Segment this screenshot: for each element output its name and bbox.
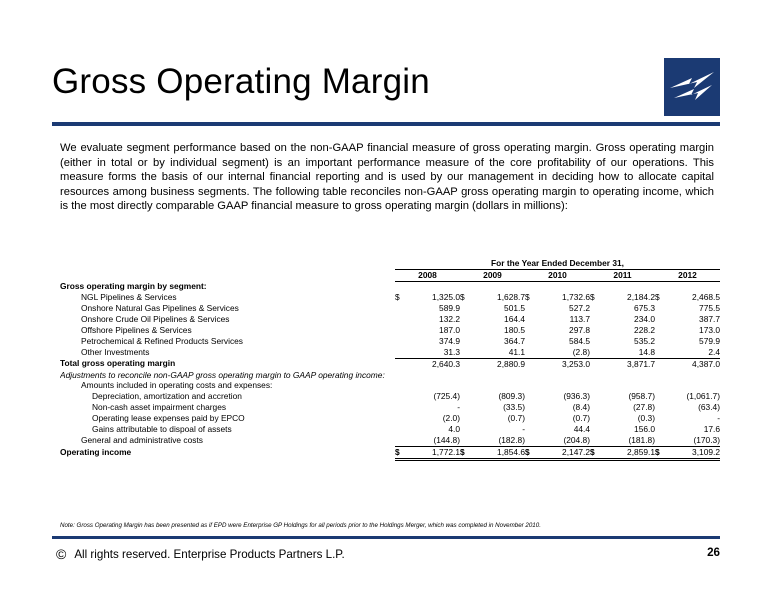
table-cell: 364.7 [504,335,525,346]
dollar-sign: $ [590,292,595,303]
dollar-sign: $ [655,292,660,303]
table-cell: 31.3 [407,347,460,358]
table-cell: (936.3) [563,391,590,402]
table-cell: - [522,424,525,435]
table-cell: 775.5 [699,303,720,314]
dollar-sign [395,391,407,402]
copyright-icon: © [56,546,67,562]
table-cell [472,370,525,381]
table-cell: (8.4) [572,402,590,413]
table-cell: 2,147.2 [537,446,590,459]
dollar-sign [460,380,472,391]
dollar-sign [395,424,407,435]
dollar-sign [525,325,537,336]
dollar-sign [395,370,407,381]
period-header: For the Year Ended December 31, [395,258,720,269]
table-cell: 3,109.2 [667,446,720,459]
table-cell: (181.8) [602,435,655,446]
dollar-sign [460,402,472,413]
dollar-sign [525,314,537,325]
dollar-sign [655,402,667,413]
table-cell: (27.8) [633,402,655,413]
dollar-sign [590,413,602,424]
table-row [60,281,720,292]
table-cell: 3,253.0 [562,358,590,369]
table-cell [407,370,460,381]
dollar-sign [590,380,602,391]
table-cell: (725.4) [433,391,460,402]
dollar-sign [590,325,602,336]
dollar-sign [525,413,537,424]
dollar-sign [525,435,537,446]
dollar-sign [655,303,667,314]
table-cell: 164.4 [504,314,525,325]
table-cell: 2,184.2 [627,292,655,303]
dollar-sign [655,370,667,381]
table-cell: 584.5 [569,335,590,346]
dollar-sign [590,336,602,347]
table-row [60,391,720,402]
table-cell: 3,871.7 [627,358,655,369]
table-row [60,303,720,314]
table-row [60,314,720,325]
dollar-sign [655,347,667,358]
row-label: Non-cash asset impairment charges [92,402,227,413]
enterprise-logo-icon [664,58,720,116]
table-cell: 187.0 [439,324,460,335]
table-cell: (809.3) [498,391,525,402]
year-header: 2011 [590,269,655,281]
table-cell: 501.5 [504,303,525,314]
dollar-sign: $ [655,446,667,459]
table-cell: 180.5 [504,324,525,335]
dollar-sign: $ [395,446,407,459]
table-row [60,370,720,381]
year-header: 2012 [655,269,720,281]
dollar-sign [590,391,602,402]
table-cell [602,281,655,292]
dollar-sign [460,281,472,292]
dollar-sign [525,303,537,314]
table-row [60,446,720,459]
table-row [60,413,720,424]
table-row [60,435,720,446]
table-cell: (0.3) [637,413,655,424]
table-cell: - [457,402,460,413]
table-cell: 156.0 [634,424,655,435]
table-cell [537,380,590,391]
year-header: 2010 [525,269,590,281]
dollar-sign [590,402,602,413]
table-cell [537,370,590,381]
dollar-sign [655,380,667,391]
dollar-sign [460,424,472,435]
gross-margin-table [60,258,720,461]
row-label: NGL Pipelines & Services [81,292,177,303]
dollar-sign [525,347,537,358]
row-label: Gross operating margin by segment: [60,281,207,292]
table-cell [472,380,525,391]
table-cell [407,380,460,391]
table-cell [472,281,525,292]
footer-text: All rights reserved. Enterprise Products Partners L.P. [74,548,345,561]
row-label: Amounts included in operating costs and expenses: [81,380,273,391]
table-cell: 589.9 [439,303,460,314]
table-cell: 535.2 [634,335,655,346]
dollar-sign [590,424,602,435]
dollar-sign [460,336,472,347]
dollar-sign [655,424,667,435]
table-cell [537,281,590,292]
dollar-sign [395,303,407,314]
dollar-sign [460,325,472,336]
table-cell: 234.0 [634,314,655,325]
dollar-sign [590,358,602,369]
year-header: 2009 [460,269,525,281]
table-row [60,325,720,336]
table-cell: (2.8) [537,347,590,358]
dollar-sign [395,325,407,336]
table-cell: 4.0 [448,424,460,435]
table-row [60,292,720,303]
dollar-sign [655,391,667,402]
table-cell: (204.8) [537,435,590,446]
table-cell: (0.7) [507,413,525,424]
table-cell [602,370,655,381]
table-cell: 374.9 [439,335,460,346]
table-cell: - [717,413,720,424]
table-row [60,347,720,358]
table-cell: 4,387.0 [692,358,720,369]
dollar-sign: $ [460,446,472,459]
row-label: Operating income [60,447,132,458]
table-row [60,402,720,413]
row-label: General and administrative costs [81,435,203,446]
table-cell: (1,061.7) [686,391,720,402]
table-cell: 1,772.1 [407,446,460,459]
dollar-sign [395,358,407,369]
row-label: Depreciation, amortization and accretion [92,391,242,402]
table-row [60,424,720,435]
table-cell: 2,859.1 [602,446,655,459]
table-cell: 2,468.5 [692,292,720,303]
table-cell [602,380,655,391]
table-cell: 228.2 [634,324,655,335]
table-cell: 44.4 [573,424,590,435]
year-header: 2008 [395,269,460,281]
table-cell [667,370,720,381]
table-cell: (958.7) [628,391,655,402]
dollar-sign [655,281,667,292]
table-row [60,380,720,391]
intro-paragraph: We evaluate segment performance based on the non-GAAP financial measure of gross operating margin. Gross operating margin (either in total or by individual segment) is an important performance measure of the core profitability of our operations. This measure forms the basis of our internal financial reporting and is used by our management in deciding how to allocate capital resources among business segments. The following table reconciles non-GAAP gross operating margin to operating income, which is the most directly comparable GAAP financial measure to gross operating margin (dollars in millions): [60,142,714,213]
table-cell: 113.7 [569,314,590,325]
dollar-sign [525,281,537,292]
table-cell: 2,640.3 [432,358,460,369]
dollar-sign [395,314,407,325]
dollar-sign [460,370,472,381]
dollar-sign [460,303,472,314]
dollar-sign [460,413,472,424]
page-number: 26 [707,546,720,559]
dollar-sign [655,336,667,347]
dollar-sign [395,336,407,347]
row-label: Total gross operating margin [60,358,176,369]
dollar-sign [460,347,472,358]
table-cell: (144.8) [407,435,460,446]
dollar-sign [590,303,602,314]
dollar-sign [395,347,407,358]
table-cell: 579.9 [699,335,720,346]
table-cell: 17.6 [703,424,720,435]
table-cell [407,281,460,292]
dollar-sign [525,380,537,391]
table-cell: (182.8) [472,435,525,446]
dollar-sign [460,435,472,446]
footnote: Note: Gross Operating Margin has been presented as if EPD were Enterprise GP Holdings for all periods prior to the Holdings Merger, which was completed in November 2010. [60,522,541,529]
dollar-sign [590,314,602,325]
row-label: Petrochemical & Refined Products Services [81,335,243,346]
dollar-sign [525,424,537,435]
row-label: Onshore Crude Oil Pipelines & Services [81,314,230,325]
table-cell: 2.4 [667,347,720,358]
table-cell: 14.8 [602,347,655,358]
dollar-sign [395,380,407,391]
dollar-sign [525,370,537,381]
table-cell: (0.7) [572,413,590,424]
dollar-sign [655,314,667,325]
dollar-sign: $ [460,292,465,303]
table-cell: 527.2 [569,303,590,314]
table-cell: 1,325.0 [432,292,460,303]
dollar-sign [395,402,407,413]
table-cell: 173.0 [699,324,720,335]
table-cell: 41.1 [472,347,525,358]
dollar-sign: $ [525,292,530,303]
title-divider [52,122,720,126]
dollar-sign [460,358,472,369]
footer [56,546,345,562]
dollar-sign [655,325,667,336]
page-title: Gross Operating Margin [52,62,430,101]
row-label: Adjustments to reconcile non-GAAP gross operating margin to GAAP operating income: [60,369,385,380]
dollar-sign [655,358,667,369]
table-cell: 132.2 [439,314,460,325]
table-cell: (63.4) [698,402,720,413]
dollar-sign [525,402,537,413]
dollar-sign [395,413,407,424]
dollar-sign [590,370,602,381]
dollar-sign [655,413,667,424]
table-cell: (33.5) [503,402,525,413]
table-row [60,358,720,369]
dollar-sign [655,435,667,446]
dollar-sign: $ [395,292,400,303]
table-cell: (2.0) [442,413,460,424]
dollar-sign [460,391,472,402]
table-cell: 675.3 [634,303,655,314]
dollar-sign [590,347,602,358]
dollar-sign [395,435,407,446]
table-cell: (170.3) [667,435,720,446]
dollar-sign [525,391,537,402]
dollar-sign [590,435,602,446]
table-row [60,336,720,347]
row-label: Gains attributable to dispoal of assets [92,424,232,435]
table-cell: 2,880.9 [497,358,525,369]
table-cell: 387.7 [699,314,720,325]
row-label: Other Investments [81,347,150,357]
dollar-sign [590,281,602,292]
dollar-sign [460,314,472,325]
row-label: Operating lease expenses paid by EPCO [92,413,245,424]
dollar-sign [395,281,407,292]
table-cell [667,380,720,391]
table-cell: 1,628.7 [497,292,525,303]
table-cell: 1,854.6 [472,446,525,459]
dollar-sign: $ [525,446,537,459]
dollar-sign [525,358,537,369]
table-cell: 1,732.6 [562,292,590,303]
table-cell: 297.8 [569,324,590,335]
row-label: Offshore Pipelines & Services [81,324,192,335]
dollar-sign [525,336,537,347]
dollar-sign: $ [590,446,602,459]
table-cell [667,281,720,292]
row-label: Onshore Natural Gas Pipelines & Services [81,303,239,314]
footer-divider [52,536,720,539]
